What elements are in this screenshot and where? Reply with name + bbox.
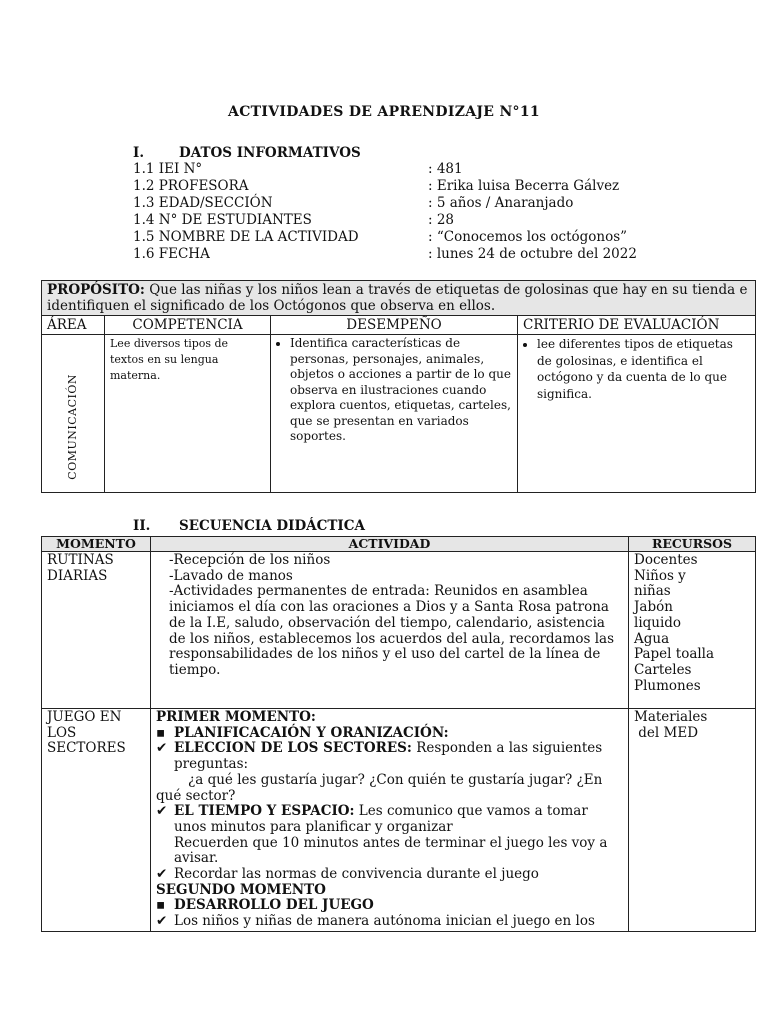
desempeno-cell — [271, 335, 518, 493]
recursos-cell — [629, 552, 756, 709]
competencia-cell — [105, 335, 271, 493]
recurso-item: Papel toalla — [634, 646, 715, 663]
recurso-item: Carteles — [634, 661, 692, 678]
competencia-text: Lee diversos tipos de textos en su lengua materna. — [110, 337, 229, 382]
header-area: ÁREA — [42, 316, 105, 335]
planificacion-heading: PLANIFICACAIÓN Y ORANIZACIÓN: — [174, 724, 449, 741]
tiempo-heading: EL TIEMPO Y ESPACIO: — [174, 803, 355, 820]
info-value: : “Conocemos los octógonos” — [428, 229, 628, 245]
recurso-item: Plumones — [634, 677, 701, 694]
header-desempeno: DESEMPEÑO — [271, 316, 518, 335]
area-cell — [42, 335, 105, 493]
competency-table — [41, 280, 756, 493]
info-value: : Erika luisa Becerra Gálvez — [428, 178, 620, 194]
actividad-line: -Actividades permanentes de entrada: Reunidos en asamblea iniciamos el día con las oraciones a Dios y a Santa Rosa patrona de la I.E, saludo, observación del tiempo, calendario, asistencia de los niños, establecemos los acuerdos del aula, recordamos las responsabilidades de los niños y el uso del cartel de la línea de tiempo. — [169, 583, 615, 678]
eleccion-heading: ELECCION DE LOS SECTORES: — [174, 740, 412, 757]
momento-cell — [42, 552, 151, 709]
header-actividad: ACTIVIDAD — [151, 537, 629, 552]
momento-line: JUEGO EN — [47, 709, 122, 725]
desarrollo-heading: DESARROLLO DEL JUEGO — [174, 897, 374, 914]
info-value: : 5 años / Anaranjado — [428, 195, 574, 211]
criterio-text: • lee diferentes tipos de etiquetas de golosinas, e identifica el octógono y da cuenta de lo que significa. — [537, 336, 750, 402]
checkmark-icon: ✔ — [156, 914, 168, 930]
recurso-item: liquido — [634, 614, 682, 631]
recurso-item: del MED — [634, 724, 699, 741]
area-label: COMUNICACIÓN — [66, 374, 79, 480]
criterio-cell — [518, 335, 756, 493]
info-label: 1.6 FECHA — [133, 246, 210, 262]
normas-text: Recordar las normas de convivencia durante el juego — [174, 866, 539, 883]
info-value: : 481 — [428, 161, 463, 177]
purpose-text: Que las niñas y los niños lean a través de etiquetas de golosinas que hay en su tienda e identifiquen el significado de los Octógonos que observa en ellos. — [47, 282, 748, 314]
recurso-item: niñas — [634, 583, 671, 600]
section-2-number: II. — [133, 518, 151, 534]
section-1-title: DATOS INFORMATIVOS — [179, 145, 361, 161]
info-label: 1.2 PROFESORA — [133, 178, 249, 194]
section-1-number: I. — [133, 145, 145, 161]
momento-cell — [42, 709, 151, 932]
actividad-line: -Lavado de manos — [169, 567, 293, 584]
square-bullet-icon: ▪ — [156, 724, 166, 741]
didactic-sequence-table — [41, 536, 756, 932]
info-label: 1.4 N° DE ESTUDIANTES — [133, 212, 312, 228]
autonoma-text: Los niños y niñas de manera autónoma inician el juego en los — [174, 914, 595, 930]
info-label: 1.3 EDAD/SECCIÓN — [133, 195, 273, 211]
actividad-cell — [151, 552, 629, 709]
recuerden-text: Recuerden que 10 minutos antes de terminar el juego les voy a avisar. — [174, 834, 608, 867]
momento-line: SECTORES — [47, 740, 126, 757]
section-2-title: SECUENCIA DIDÁCTICA — [179, 518, 365, 534]
desempeno-text: • Identifica características de personas, personajes, animales, objetos o acciones a partir de lo que observa en ilustraciones cuando explora cuentos, etiquetas, carteles, que se presentan en variados soportes. — [290, 336, 512, 445]
info-label: 1.5 NOMBRE DE LA ACTIVIDAD — [133, 229, 359, 245]
header-recursos: RECURSOS — [629, 537, 756, 552]
header-momento: MOMENTO — [42, 537, 151, 552]
checkmark-icon: ✔ — [156, 866, 168, 883]
header-criterio: CRITERIO DE EVALUACIÓN — [518, 316, 756, 335]
momento-line: LOS — [47, 724, 77, 741]
purpose-label: PROPÓSITO: — [47, 282, 145, 298]
recurso-item: Materiales — [634, 709, 708, 725]
segundo-momento-heading: SEGUNDO MOMENTO — [156, 881, 326, 898]
recurso-item: Docentes — [634, 552, 698, 568]
info-value: : 28 — [428, 212, 455, 228]
recurso-item: Agua — [634, 630, 670, 647]
document-title: ACTIVIDADES DE APRENDIZAJE N°11 — [228, 104, 540, 120]
info-label: 1.1 IEI N° — [133, 161, 203, 177]
preguntas-text: ¿a qué les gustaría jugar? ¿Con quién te gustaría jugar? ¿En qué sector? — [156, 771, 603, 804]
checkmark-icon: ✔ — [156, 803, 168, 820]
purpose-cell — [42, 281, 756, 316]
actividad-cell — [151, 709, 629, 932]
eleccion-text: Responden a las siguientes preguntas: — [174, 740, 603, 773]
checkmark-icon: ✔ — [156, 740, 168, 757]
header-competencia: COMPETENCIA — [105, 316, 271, 335]
recurso-item: Jabón — [634, 599, 673, 616]
recursos-cell — [629, 709, 756, 932]
primer-momento-heading: PRIMER MOMENTO: — [156, 709, 316, 725]
momento-line: RUTINAS — [47, 552, 114, 568]
momento-line: DIARIAS — [47, 567, 108, 584]
tiempo-text: Les comunico que vamos a tomar unos minutos para planificar y organizar — [174, 803, 588, 835]
recurso-item: Niños y — [634, 567, 686, 584]
info-value: : lunes 24 de octubre del 2022 — [428, 246, 637, 262]
square-bullet-icon: ▪ — [156, 897, 166, 914]
actividad-line: -Recepción de los niños — [169, 552, 331, 568]
